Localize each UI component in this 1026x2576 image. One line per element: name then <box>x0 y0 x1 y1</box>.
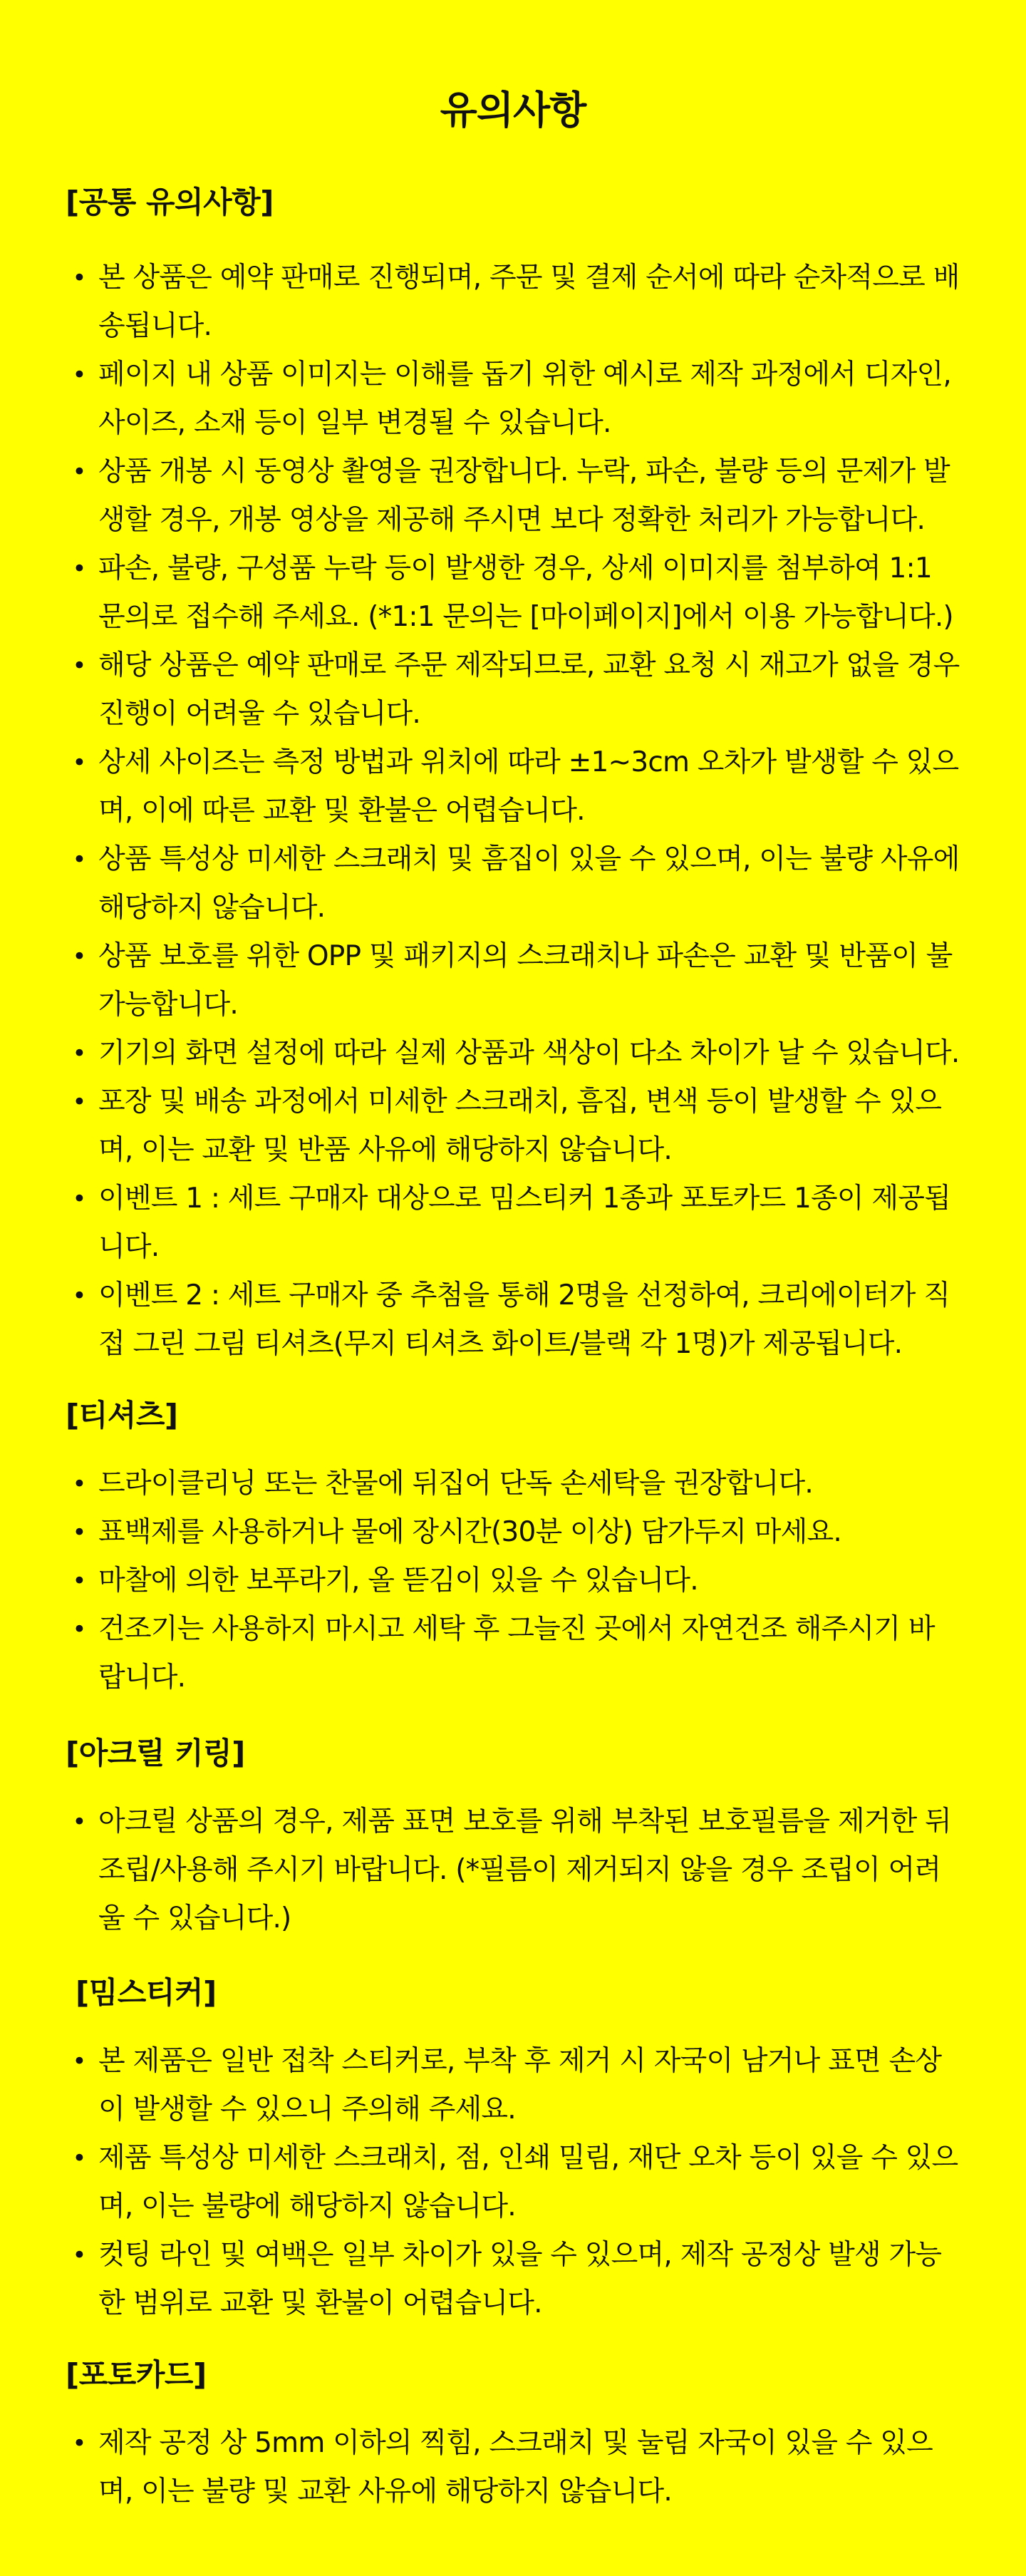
list-item-text: 제작 공정 상 5mm 이하의 찍힘, 스크래치 및 눌림 자국이 있을 수 있으며, 이는 불량 및 교환 사유에 해당하지 않습니다. <box>98 2427 933 2508</box>
bullet-icon: • <box>72 555 86 583</box>
list-item-text: 상품 특성상 미세한 스크래치 및 흠집이 있을 수 있으며, 이는 불량 사유에 해당하지 않습니다. <box>98 843 960 924</box>
section-heading: [밈스티커] <box>76 1975 217 2010</box>
bullet-icon: • <box>72 1282 86 1310</box>
bullet-icon: • <box>72 1039 86 1068</box>
list-item-text: 드라이클리닝 또는 찬물에 뒤집어 단독 손세탁을 권장합니다. <box>98 1468 814 1500</box>
bullet-icon: • <box>72 264 86 292</box>
section-common-notices <box>66 181 960 1369</box>
bullet-icon: • <box>72 942 86 971</box>
list-item <box>66 2231 960 2328</box>
list-item-text: 페이지 내 상품 이미지는 이해를 돕기 위한 예시로 제작 과정에서 디자인, 사이즈, 소재 등이 일부 변경될 수 있습니다. <box>98 359 951 439</box>
list-item <box>66 1078 960 1175</box>
section-tshirt <box>66 1394 960 1702</box>
list-item <box>66 932 960 1029</box>
bullet-icon: • <box>72 1470 86 1498</box>
list-item-text: 포장 및 배송 과정에서 미세한 스크래치, 흠집, 변색 등이 발생할 수 있으며, 이는 교환 및 반품 사유에 해당하지 않습니다. <box>98 1086 942 1166</box>
list-item-text: 표백제를 사용하거나 물에 장시간(30분 이상) 담가두지 마세요. <box>98 1516 842 1548</box>
list-item-text: 본 제품은 일반 접착 스티커로, 부착 후 제거 시 자국이 남거나 표면 손상이 발생할 수 있으니 주의해 주세요. <box>98 2045 942 2126</box>
list-item-text: 컷팅 라인 및 여백은 일부 차이가 있을 수 있으며, 제작 공정상 발생 가능한 범위로 교환 및 환불이 어렵습니다. <box>98 2239 942 2319</box>
section-heading: [아크릴 키링] <box>66 1736 245 1771</box>
bullet-icon: • <box>72 2047 86 2076</box>
list-item <box>66 1460 960 1508</box>
list-item <box>66 738 960 835</box>
section-heading: [공통 유의사항] <box>66 185 274 220</box>
bullet-icon: • <box>72 1185 86 1213</box>
list-item <box>66 2134 960 2231</box>
list-item-text: 상품 보호를 위한 OPP 및 패키지의 스크래치나 파손은 교환 및 반품이 불가능합니다. <box>98 940 953 1021</box>
list-item <box>66 2037 960 2134</box>
section-heading: [포토카드] <box>66 2357 207 2392</box>
page-title: 유의사항 <box>440 88 586 133</box>
bullet-icon: • <box>72 845 86 874</box>
bullet-icon: • <box>72 1615 86 1644</box>
bullet-icon: • <box>72 651 86 680</box>
list-item-text: 건조기는 사용하지 마시고 세탁 후 그늘진 곳에서 자연건조 해주시기 바랍니다. <box>98 1613 935 1694</box>
section-photocard <box>66 2354 960 2516</box>
section-acrylic-keyring <box>66 1732 960 1943</box>
section-meme-sticker <box>66 1972 960 2328</box>
bullet-icon: • <box>72 1567 86 1595</box>
list-item <box>66 1557 960 1605</box>
bullet-icon: • <box>72 1088 86 1116</box>
list-item <box>66 2419 960 2516</box>
list-item-text: 해당 상품은 예약 판매로 주문 제작되므로, 교환 요청 시 재고가 없을 경우 진행이 어려울 수 있습니다. <box>98 649 960 730</box>
list-item-text: 이벤트 2 : 세트 구매자 중 추첨을 통해 2명을 선정하여, 크리에이터가 직접 그린 그림 티셔츠(무지 티셔츠 화이트/블랙 각 1명)가 제공됩니다. <box>98 1279 950 1360</box>
bullet-icon: • <box>72 458 86 486</box>
bullet-icon: • <box>72 748 86 777</box>
bullet-icon: • <box>72 1808 86 1836</box>
notice-list <box>66 2419 960 2516</box>
bullet-icon: • <box>72 361 86 389</box>
list-item-text: 기기의 화면 설정에 따라 실제 상품과 색상이 다소 차이가 날 수 있습니다. <box>98 1037 960 1069</box>
list-item <box>66 1272 960 1369</box>
bullet-icon: • <box>72 2144 86 2173</box>
list-item-text: 제품 특성상 미세한 스크래치, 점, 인쇄 밀림, 재단 오차 등이 있을 수 있으며, 이는 불량에 해당하지 않습니다. <box>98 2142 958 2222</box>
list-item <box>66 448 960 545</box>
list-item <box>66 1798 960 1943</box>
bullet-icon: • <box>72 2241 86 2270</box>
section-heading: [티셔츠] <box>66 1398 178 1433</box>
list-item <box>66 1605 960 1702</box>
notice-list <box>66 1460 960 1702</box>
list-item-text: 상품 개봉 시 동영상 촬영을 권장합니다. 누락, 파손, 불량 등의 문제가 발생할 경우, 개봉 영상을 제공해 주시면 보다 정확한 처리가 가능합니다. <box>98 455 950 536</box>
notice-list <box>66 2037 960 2328</box>
list-item <box>66 254 960 351</box>
notice-list <box>66 254 960 1369</box>
list-item <box>66 351 960 448</box>
list-item-text: 상세 사이즈는 측정 방법과 위치에 따라 ±1~3cm 오차가 발생할 수 있으며, 이에 따른 교환 및 환불은 어렵습니다. <box>98 746 959 827</box>
list-item-text: 마찰에 의한 보푸라기, 올 뜯김이 있을 수 있습니다. <box>98 1565 698 1597</box>
list-item-text: 파손, 불량, 구성품 누락 등이 발생한 경우, 상세 이미지를 첨부하여 1:1 문의로 접수해 주세요. (*1:1 문의는 [마이페이지]에서 이용 가능합니다.) <box>98 552 953 633</box>
list-item-text: 이벤트 1 : 세트 구매자 대상으로 밈스티커 1종과 포토카드 1종이 제공됩니다. <box>98 1183 950 1263</box>
list-item <box>66 642 960 738</box>
list-item <box>66 1508 960 1557</box>
list-item <box>66 1175 960 1272</box>
list-item <box>66 1029 960 1078</box>
list-item-text: 본 상품은 예약 판매로 진행되며, 주문 및 결제 순서에 따라 순차적으로 배송됩니다. <box>98 262 960 342</box>
notice-list <box>66 1798 960 1943</box>
list-item <box>66 545 960 642</box>
list-item <box>66 835 960 932</box>
list-item-text: 아크릴 상품의 경우, 제품 표면 보호를 위해 부착된 보호필름을 제거한 뒤 조립/사용해 주시기 바랍니다. (*필름이 제거되지 않을 경우 조립이 어려울 수 있습니다.) <box>98 1805 951 1934</box>
bullet-icon: • <box>72 1518 86 1547</box>
bullet-icon: • <box>72 2429 86 2458</box>
